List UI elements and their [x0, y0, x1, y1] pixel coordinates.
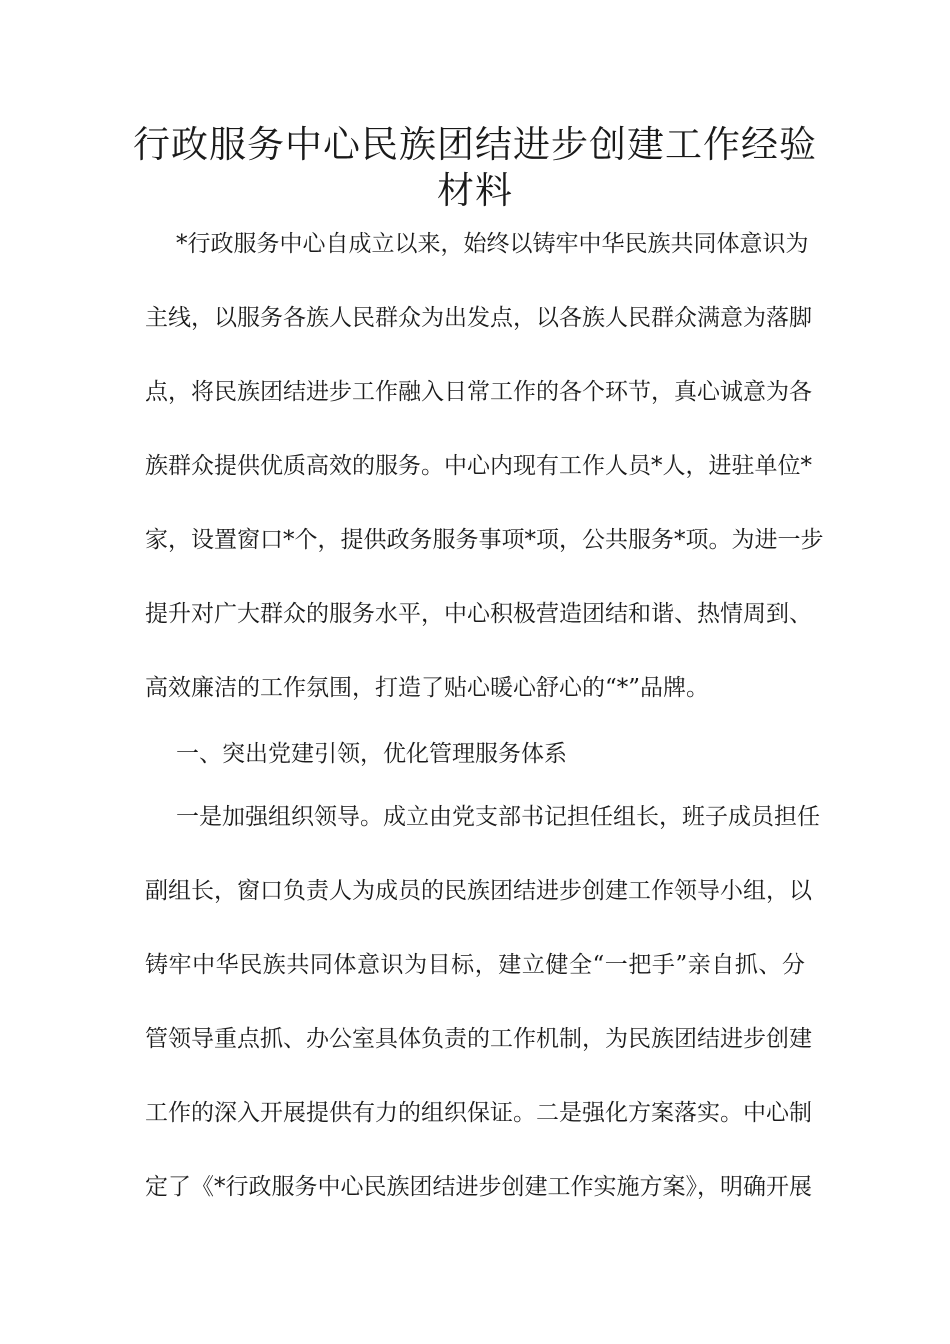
paragraph-line: 家，设置窗口*个，提供政务服务事项*项，公共服务*项。为进一步	[145, 527, 824, 553]
paragraph-line: 铸牢中华民族共同体意识为目标，建立健全“一把手”亲自抓、分	[145, 952, 805, 978]
paragraph-line: 管领导重点抓、办公室具体负责的工作机制，为民族团结进步创建	[145, 1026, 812, 1052]
document-title-line-2: 材料	[437, 169, 513, 212]
document-title-line-1: 行政服务中心民族团结进步创建工作经验	[133, 123, 817, 166]
paragraph-line: 点，将民族团结进步工作融入日常工作的各个环节，真心诚意为各	[145, 379, 812, 405]
paragraph-line: 提升对广大群众的服务水平，中心积极营造团结和谐、热情周到、	[145, 601, 812, 627]
paragraph-line: 主线，以服务各族人民群众为出发点，以各族人民群众满意为落脚	[145, 305, 812, 331]
paragraph-line: 高效廉洁的工作氛围，打造了贴心暖心舒心的“*”品牌。	[145, 675, 710, 701]
paragraph-line: 定了《*行政服务中心民族团结进步创建工作实施方案》，明确开展	[145, 1174, 812, 1200]
paragraph-line: 一是加强组织领导。成立由党支部书记担任组长，班子成员担任	[176, 804, 820, 830]
paragraph-line: 副组长，窗口负责人为成员的民族团结进步创建工作领导小组，以	[145, 878, 812, 904]
paragraph-line: *行政服务中心自成立以来，始终以铸牢中华民族共同体意识为	[176, 231, 809, 257]
section-heading: 一、突出党建引领，优化管理服务体系	[176, 741, 567, 767]
paragraph-line: 族群众提供优质高效的服务。中心内现有工作人员*人，进驻单位*	[145, 453, 812, 479]
paragraph-line: 工作的深入开展提供有力的组织保证。二是强化方案落实。中心制	[145, 1100, 812, 1126]
